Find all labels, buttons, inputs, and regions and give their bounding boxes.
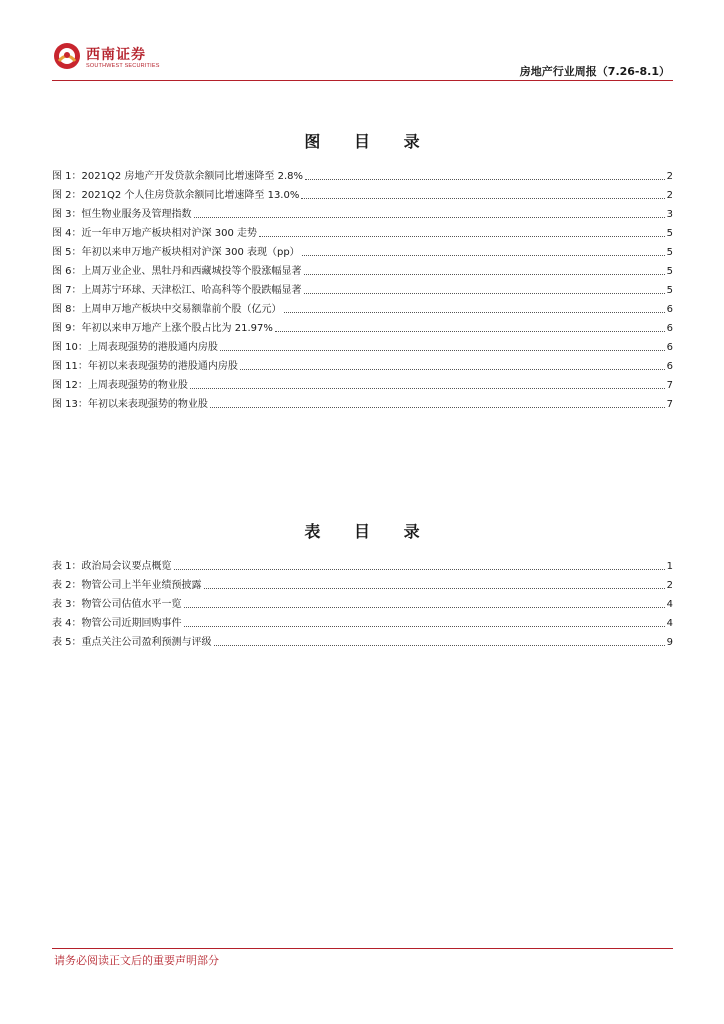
toc-entry-label[interactable]: 图 4：近一年申万地产板块相对沪深 300 走势 xyxy=(52,228,257,239)
footer-divider xyxy=(52,948,673,949)
toc-dot-leader xyxy=(184,626,665,627)
report-title: 房地产行业周报（7.26-8.1） xyxy=(519,65,670,78)
toc-entry-label[interactable]: 图 10：上周表现强势的港股通内房股 xyxy=(52,342,218,353)
toc-page-number[interactable]: 5 xyxy=(666,247,673,258)
toc-dot-leader xyxy=(204,588,665,589)
toc-dot-leader xyxy=(304,293,665,294)
toc-dot-leader xyxy=(284,312,665,313)
toc-entry[interactable] xyxy=(52,221,673,240)
toc-entry-label[interactable]: 表 4：物管公司近期回购事件 xyxy=(52,618,182,629)
toc-page-number[interactable]: 6 xyxy=(666,342,673,353)
toc-page-number[interactable]: 2 xyxy=(666,580,673,591)
toc-entry[interactable] xyxy=(52,202,673,221)
toc-entry-label[interactable]: 表 2：物管公司上半年业绩预披露 xyxy=(52,580,202,591)
toc-entry[interactable] xyxy=(52,164,673,183)
toc-page-number[interactable]: 5 xyxy=(666,266,673,277)
toc-dot-leader xyxy=(214,645,665,646)
toc-entry-label[interactable]: 图 9：年初以来申万地产上涨个股占比为 21.97% xyxy=(52,323,273,334)
toc-entry-label[interactable]: 表 1：政治局会议要点概览 xyxy=(52,561,172,572)
toc-entry[interactable] xyxy=(52,335,673,354)
toc-entry[interactable] xyxy=(52,630,673,649)
brand-name-en: SOUTHWEST SECURITIES xyxy=(86,63,160,69)
toc-page-number[interactable]: 3 xyxy=(666,209,673,220)
toc-dot-leader xyxy=(301,198,664,199)
toc-dot-leader xyxy=(174,569,665,570)
toc-entry[interactable] xyxy=(52,240,673,259)
toc-entry[interactable] xyxy=(52,354,673,373)
header-divider xyxy=(52,80,673,81)
toc-entry[interactable] xyxy=(52,297,673,316)
toc-page-number[interactable]: 7 xyxy=(666,399,673,410)
toc-entry[interactable] xyxy=(52,554,673,573)
toc-dot-leader xyxy=(184,607,665,608)
brand-name-cn: 西南证券 xyxy=(86,47,146,63)
toc-dot-leader xyxy=(240,369,665,370)
toc-dot-leader xyxy=(304,274,665,275)
toc-entry[interactable] xyxy=(52,183,673,202)
toc-entry-label[interactable]: 表 3：物管公司估值水平一览 xyxy=(52,599,182,610)
toc-dot-leader xyxy=(302,255,665,256)
toc-page-number[interactable]: 9 xyxy=(666,637,673,648)
toc-entry-label[interactable]: 图 2：2021Q2 个人住房贷款余额同比增速降至 13.0% xyxy=(52,190,300,201)
toc-entry[interactable] xyxy=(52,373,673,392)
toc-entry-label[interactable]: 图 8：上周申万地产板块中交易额靠前个股（亿元） xyxy=(52,304,282,315)
toc-dot-leader xyxy=(305,179,665,180)
tables-toc-list xyxy=(52,554,673,649)
toc-entry[interactable] xyxy=(52,592,673,611)
toc-page-number[interactable]: 2 xyxy=(666,190,673,201)
toc-entry-label[interactable]: 图 1：2021Q2 房地产开发贷款余额同比增速降至 2.8% xyxy=(52,171,303,182)
toc-page-number[interactable]: 6 xyxy=(666,361,673,372)
figures-toc-heading: 图 目 录 xyxy=(304,132,434,151)
toc-entry-label[interactable]: 图 11：年初以来表现强势的港股通内房股 xyxy=(52,361,238,372)
page-header xyxy=(0,0,724,84)
toc-dot-leader xyxy=(194,217,665,218)
toc-entry[interactable] xyxy=(52,316,673,335)
toc-entry-label[interactable]: 图 5：年初以来申万地产板块相对沪深 300 表现（pp） xyxy=(52,247,300,258)
toc-page-number[interactable]: 4 xyxy=(666,599,673,610)
toc-entry-label[interactable]: 图 7：上周苏宁环球、天津松江、哈高科等个股跌幅显著 xyxy=(52,285,302,296)
toc-page-number[interactable]: 1 xyxy=(666,561,673,572)
toc-dot-leader xyxy=(275,331,665,332)
toc-entry[interactable] xyxy=(52,259,673,278)
toc-page-number[interactable]: 4 xyxy=(666,618,673,629)
toc-page-number[interactable]: 6 xyxy=(666,323,673,334)
toc-entry-label[interactable]: 表 5：重点关注公司盈利预测与评级 xyxy=(52,637,212,648)
toc-entry-label[interactable]: 图 13：年初以来表现强势的物业股 xyxy=(52,399,208,410)
southwest-securities-logo-icon xyxy=(53,42,81,70)
toc-entry[interactable] xyxy=(52,611,673,630)
toc-page-number[interactable]: 5 xyxy=(666,285,673,296)
toc-dot-leader xyxy=(190,388,665,389)
toc-entry-label[interactable]: 图 3：恒生物业服务及管理指数 xyxy=(52,209,192,220)
toc-entry[interactable] xyxy=(52,573,673,592)
toc-entry[interactable] xyxy=(52,278,673,297)
footer-disclaimer: 请务必阅读正文后的重要声明部分 xyxy=(54,954,219,967)
toc-page-number[interactable]: 7 xyxy=(666,380,673,391)
toc-page-number[interactable]: 2 xyxy=(666,171,673,182)
toc-dot-leader xyxy=(220,350,665,351)
toc-dot-leader xyxy=(210,407,665,408)
figures-toc-list xyxy=(52,164,673,411)
toc-dot-leader xyxy=(259,236,665,237)
toc-page-number[interactable]: 5 xyxy=(666,228,673,239)
toc-entry-label[interactable]: 图 6：上周万业企业、黑牡丹和西藏城投等个股涨幅显著 xyxy=(52,266,302,277)
toc-entry-label[interactable]: 图 12：上周表现强势的物业股 xyxy=(52,380,188,391)
tables-toc-heading: 表 目 录 xyxy=(304,522,434,541)
toc-page-number[interactable]: 6 xyxy=(666,304,673,315)
toc-entry[interactable] xyxy=(52,392,673,411)
